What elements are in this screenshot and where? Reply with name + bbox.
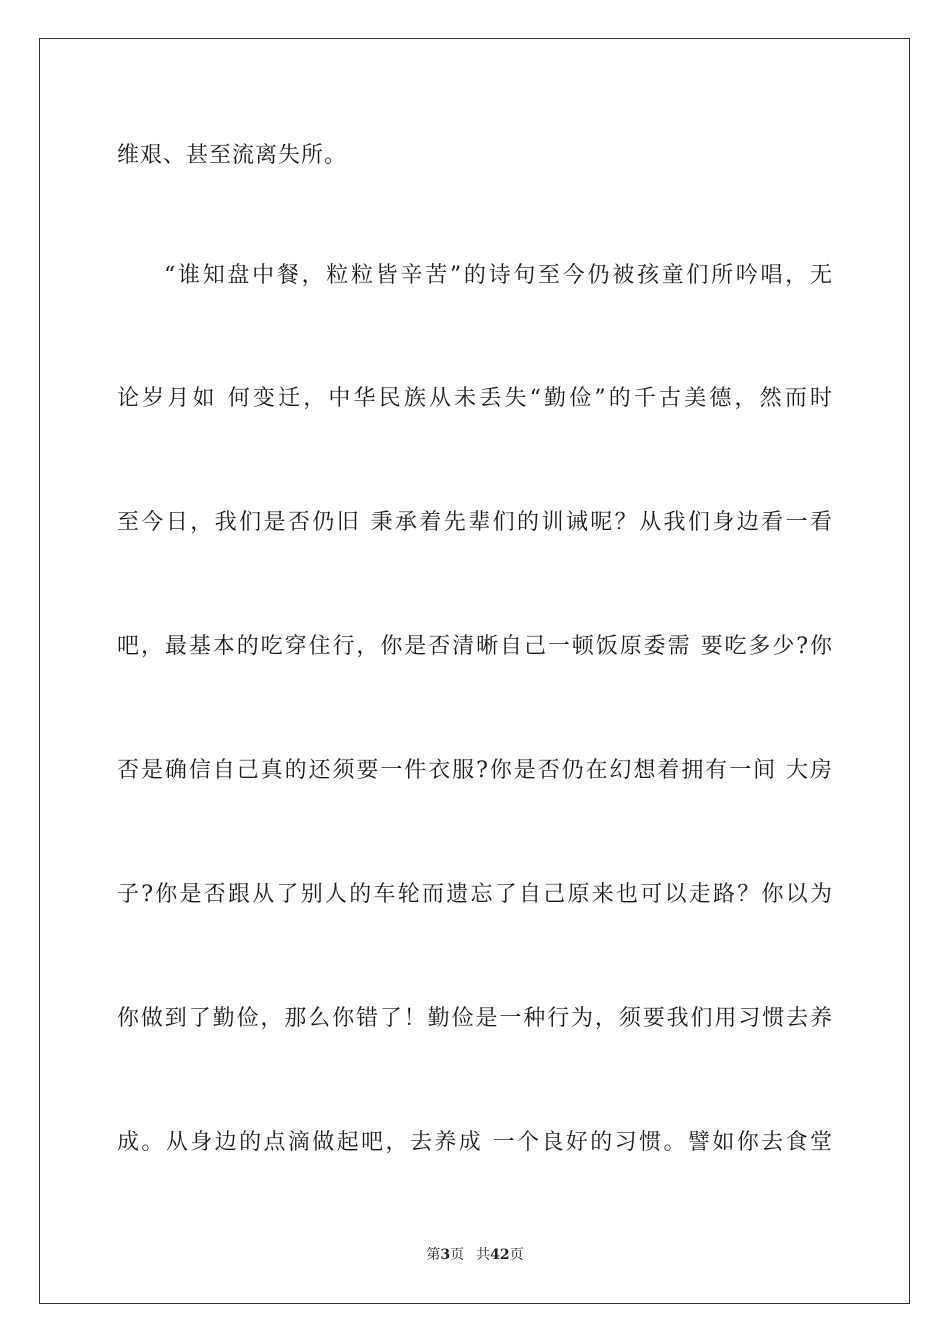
page-border (39, 38, 910, 1304)
footer-page-suffix: 页 (450, 1247, 465, 1263)
text-line-4: 至今日，我们是否仍旧 秉承着先辈们的训诫呢？从我们身边看一看 (117, 510, 833, 535)
footer-total-prefix: 共 (476, 1247, 491, 1263)
text-line-7: 子?你是否跟从了别人的车轮而遗忘了自己原来也可以走路？你以为 (117, 882, 833, 907)
footer-page-number: 3 (440, 1247, 451, 1263)
footer-total-suffix: 页 (509, 1247, 524, 1263)
text-line-6: 否是确信自己真的还须要一件衣服?你是否仍在幻想着拥有一间 大房 (117, 758, 833, 783)
text-line-1: 维艰、甚至流离失所。 (117, 143, 348, 168)
page-footer (0, 1246, 950, 1264)
text-line-2: “谁知盘中餐，粒粒皆辛苦”的诗句至今仍被孩童们所吟唱，无 (164, 263, 833, 288)
footer-total-pages: 42 (490, 1247, 510, 1263)
footer-page-prefix: 第 (426, 1247, 441, 1263)
text-line-3: 论岁月如 何变迁，中华民族从未丢失“勤俭”的千古美德，然而时 (117, 386, 833, 411)
text-line-5: 吧，最基本的吃穿住行，你是否清晰自己一顿饭原委需 要吃多少?你 (117, 634, 833, 659)
text-line-8: 你做到了勤俭，那么你错了！勤俭是一种行为，须要我们用习惯去养 (117, 1006, 833, 1031)
text-line-9: 成。从身边的点滴做起吧，去养成 一个良好的习惯。譬如你去食堂 (117, 1130, 833, 1155)
